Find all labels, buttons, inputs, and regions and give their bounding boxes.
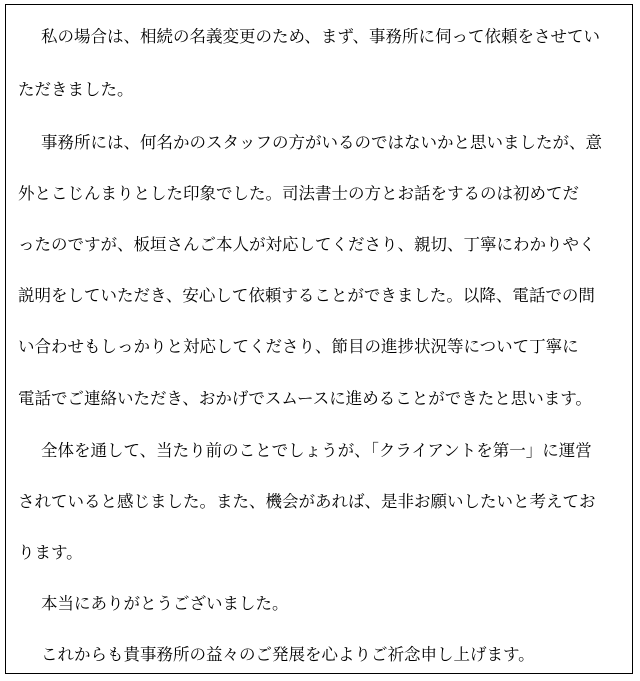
text-line-12-text: 本当にありがとうございました。 (41, 593, 289, 613)
text-line-3-text: 事務所には、何名かのスタッフの方がいるのではないかと思いましたが、意 (41, 133, 602, 153)
text-line-5-text: ったのですが、板垣さんご本人が対応してくださり、親切、丁寧にわかりやく (18, 235, 596, 255)
text-line-10-text: されていると感じました。また、機会があれば、是非お願いしたいと考えてお (18, 491, 596, 511)
text-line-9-text: 全体を通して、当たり前のことでしょうが、「クライアントを第一」に運営 (41, 440, 592, 460)
text-line-7 (18, 335, 640, 359)
text-line-13 (41, 643, 640, 667)
text-line-5 (18, 233, 640, 257)
text-line-7-text: い合わせもしっかりと対応してくださり、節目の進捗状況等について丁寧に (18, 337, 579, 357)
text-line-13-text: これからも貴事務所の益々のご発展を心よりご祈念申し上げます。 (41, 645, 535, 664)
text-line-4-text: 外とこじんまりとした印象でした。司法書士の方とお話をするのは初めてだ (18, 184, 579, 204)
text-line-2 (18, 78, 640, 102)
text-line-1-text: 私の場合は、相続の名義変更のため、まず、事務所に伺って依頼をさせてい (41, 27, 601, 46)
text-line-11 (18, 541, 640, 565)
text-line-8-text: 電話でご連絡いただき、おかげでスムースに進めることができたと思います。 (18, 388, 592, 408)
text-line-10 (18, 490, 640, 514)
text-line-3 (41, 131, 640, 155)
text-line-6-text: 説明をしていただき、安心して依頼することができました。以降、電話での問 (18, 286, 595, 306)
text-line-4 (18, 182, 640, 206)
text-line-1 (41, 25, 640, 49)
text-line-2-text: ただきました。 (18, 80, 134, 100)
text-line-6 (18, 284, 640, 308)
text-line-12 (41, 592, 640, 616)
text-line-11-text: ります。 (18, 542, 83, 562)
document-frame (5, 4, 633, 674)
text-line-8 (18, 387, 640, 411)
text-line-9 (41, 439, 640, 463)
